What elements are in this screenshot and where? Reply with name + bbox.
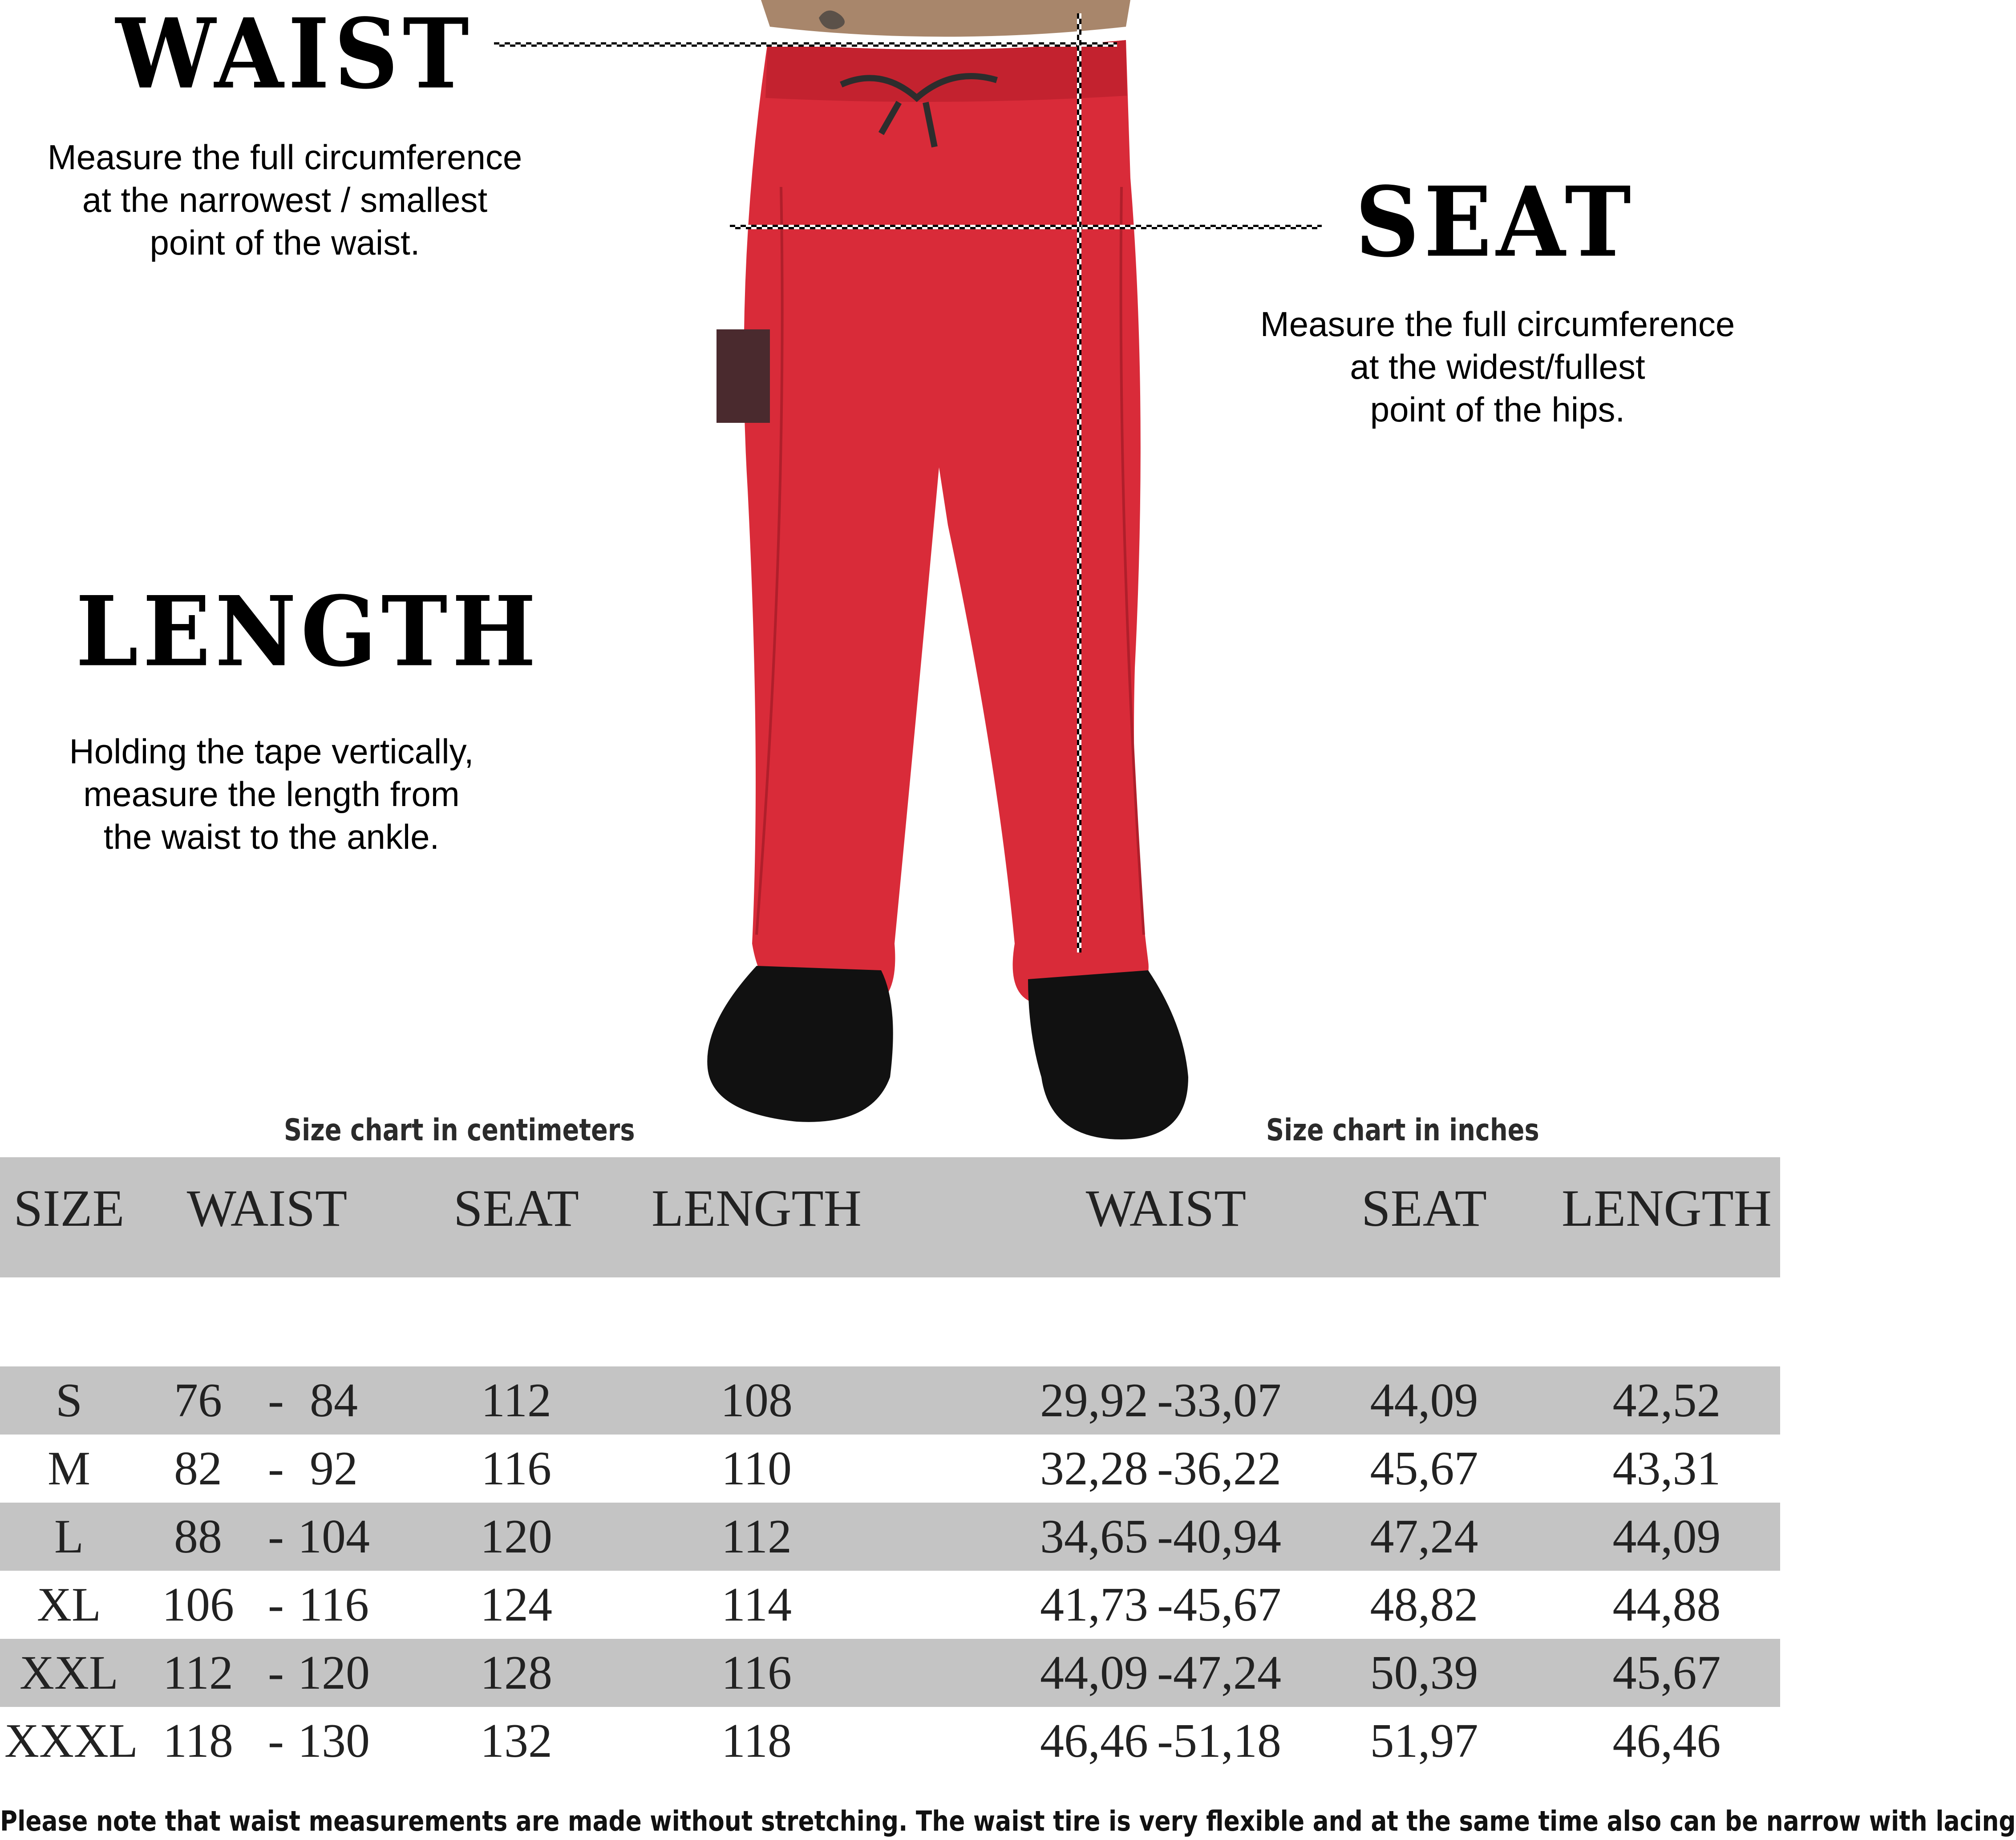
cell-cm-length: 108	[721, 1374, 793, 1427]
cell-in-seat: 44,09	[1370, 1374, 1478, 1427]
cell-in-seat: 48,82	[1370, 1578, 1478, 1631]
waistband	[765, 40, 1127, 102]
cell-cm-dash: -	[268, 1578, 284, 1631]
length-measure-line	[1077, 13, 1081, 952]
header-cm-length: LENGTH	[652, 1179, 862, 1237]
cell-cm-waist-max: 116	[299, 1578, 369, 1631]
cell-cm-waist-max: 120	[298, 1646, 370, 1699]
cell-cm-waist-min: 112	[163, 1646, 233, 1699]
seat-desc-line: point of the hips.	[1370, 390, 1625, 429]
torso-skin	[761, 0, 1130, 37]
cell-size: XXL	[20, 1646, 118, 1699]
seat-description	[1215, 303, 1780, 431]
header-in-waist: WAIST	[1085, 1179, 1247, 1237]
cell-cm-seat: 116	[481, 1442, 551, 1495]
right-shoe	[1028, 970, 1188, 1139]
cell-in-seat: 51,97	[1370, 1714, 1478, 1767]
waist-description	[0, 136, 570, 264]
waist-desc-line: at the narrowest / smallest	[82, 180, 488, 219]
length-heading: LENGTH	[76, 575, 541, 689]
cell-cm-waist-max: 84	[310, 1374, 358, 1427]
length-desc-line: measure the length from	[83, 774, 460, 814]
cell-cm-dash: -	[268, 1442, 284, 1495]
seat-heading: SEAT	[1355, 166, 1635, 279]
cell-cm-length: 114	[721, 1578, 792, 1631]
header-in-seat: SEAT	[1361, 1179, 1487, 1237]
seat-desc-line: Measure the full circumference	[1260, 304, 1735, 344]
cell-in-length: 43,31	[1612, 1442, 1721, 1495]
cell-cm-waist-max: 92	[310, 1442, 358, 1495]
cell-in-waist-min: 41,73	[1040, 1578, 1148, 1631]
cell-size: S	[55, 1374, 83, 1427]
cell-cm-seat: 128	[480, 1646, 552, 1699]
cell-cm-seat: 124	[480, 1578, 552, 1631]
cell-cm-waist-min: 118	[163, 1714, 233, 1767]
cell-in-length: 44,88	[1612, 1578, 1721, 1631]
left-shoe	[707, 966, 893, 1122]
cell-in-seat: 45,67	[1370, 1442, 1478, 1495]
cell-in-length: 42,52	[1612, 1374, 1721, 1427]
cell-cm-length: 118	[721, 1714, 792, 1767]
cell-cm-length: 110	[721, 1442, 792, 1495]
cell-size: XXXL	[4, 1714, 138, 1767]
header-cm-waist: WAIST	[186, 1179, 348, 1237]
waist-desc-line: point of the waist.	[150, 223, 420, 262]
cell-in-length: 45,67	[1612, 1646, 1721, 1699]
inch-chart-caption: Size chart in inches	[1266, 1113, 1539, 1148]
seat-desc-line: at the widest/fullest	[1350, 347, 1645, 386]
waist-heading: WAIST	[116, 0, 474, 111]
length-desc-line: Holding the tape vertically,	[69, 732, 474, 771]
waist-desc-line: Measure the full circumference	[47, 138, 522, 177]
pants-photo	[685, 0, 1219, 1139]
cell-size: M	[47, 1442, 91, 1495]
cell-cm-waist-min: 82	[174, 1442, 222, 1495]
cell-in-waist-max: -36,22	[1157, 1442, 1281, 1495]
cm-chart-caption: Size chart in centimeters	[284, 1113, 635, 1148]
pants-body	[744, 40, 1148, 1006]
cell-in-waist-max: -51,18	[1157, 1714, 1281, 1767]
cell-cm-waist-max: 130	[298, 1714, 370, 1767]
cell-cm-length: 116	[721, 1646, 792, 1699]
cell-cm-dash: -	[268, 1714, 284, 1767]
cell-cm-waist-min: 76	[174, 1374, 222, 1427]
cell-in-waist-max: -47,24	[1157, 1646, 1281, 1699]
cell-in-waist-min: 34,65	[1040, 1510, 1148, 1563]
cell-size: L	[54, 1510, 84, 1563]
header-in-length: LENGTH	[1562, 1179, 1772, 1237]
length-desc-line: the waist to the ankle.	[103, 817, 440, 856]
cell-cm-dash: -	[268, 1510, 284, 1563]
cell-in-seat: 47,24	[1370, 1510, 1478, 1563]
cell-cm-waist-max: 104	[298, 1510, 370, 1563]
cell-cm-seat: 132	[480, 1714, 552, 1767]
cell-cm-dash: -	[268, 1374, 284, 1427]
cell-size: XL	[37, 1578, 101, 1631]
cell-cm-waist-min: 88	[174, 1510, 222, 1563]
waist-measure-line	[494, 42, 1117, 47]
cell-cm-seat: 120	[480, 1510, 552, 1563]
cell-in-waist-max: -40,94	[1157, 1510, 1281, 1563]
seat-measure-line	[730, 225, 1322, 229]
cell-in-waist-min: 32,28	[1040, 1442, 1148, 1495]
cell-in-seat: 50,39	[1370, 1646, 1478, 1699]
cell-cm-dash: -	[268, 1646, 284, 1699]
header-cm-seat: SEAT	[453, 1179, 579, 1237]
cell-in-waist-max: -45,67	[1157, 1578, 1281, 1631]
length-description	[9, 730, 534, 858]
cell-in-waist-min: 46,46	[1040, 1714, 1148, 1767]
cell-in-waist-max: -33,07	[1157, 1374, 1281, 1427]
cell-in-length: 46,46	[1612, 1714, 1721, 1767]
header-size: SIZE	[13, 1179, 125, 1237]
cell-cm-waist-min: 106	[162, 1578, 234, 1631]
logo-patch	[717, 329, 770, 423]
cell-in-waist-min: 44,09	[1040, 1646, 1148, 1699]
cell-cm-seat: 112	[481, 1374, 551, 1427]
footnote: Please note that waist measurements are made without stretching. The waist tire is very flexible and at the same time also can be narrow with lacing	[0, 1805, 2016, 1837]
cell-cm-length: 112	[721, 1510, 792, 1563]
cell-in-waist-min: 29,92	[1040, 1374, 1148, 1427]
cell-in-length: 44,09	[1612, 1510, 1721, 1563]
